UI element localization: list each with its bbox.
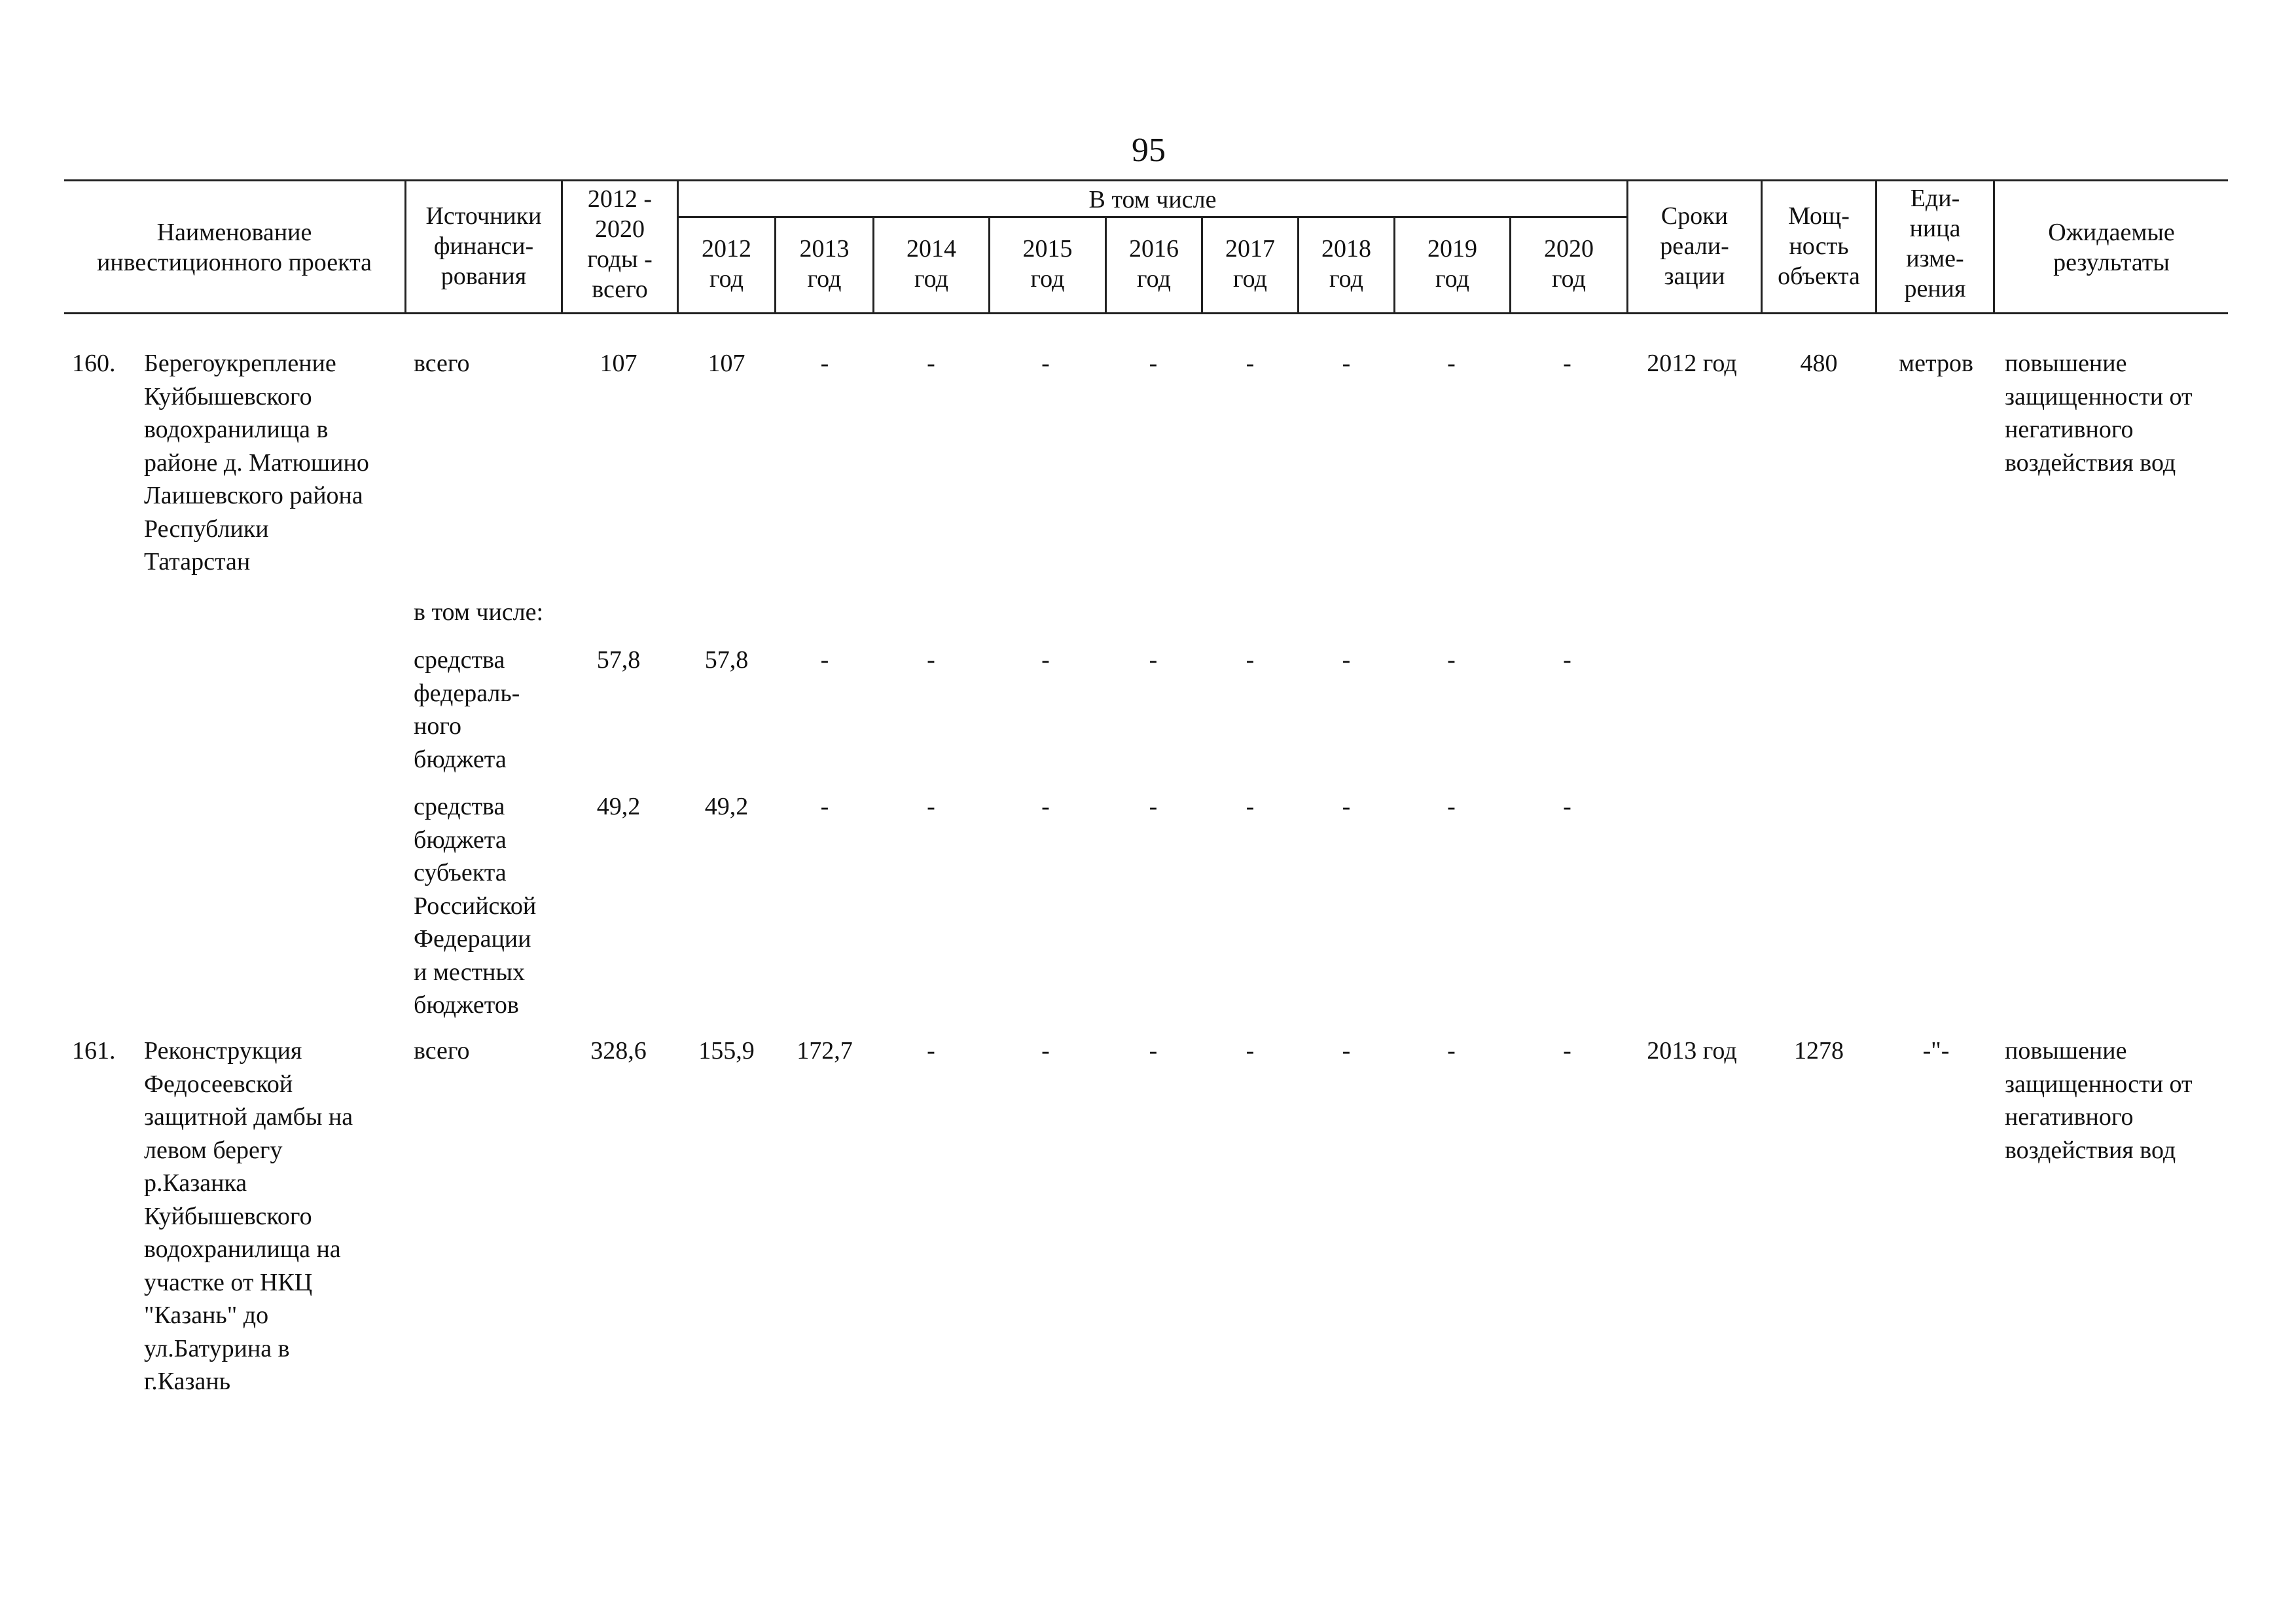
header-year-2020: 2020 год (1544, 235, 1594, 293)
year-2017-value: - (1246, 1037, 1255, 1065)
deadline-value: 2012 год (1647, 350, 1737, 377)
header-bottom-rule (64, 312, 2228, 314)
unit-value: -"- (1922, 1037, 1950, 1065)
year-2019-value: - (1447, 646, 1456, 674)
year-2017-value: - (1246, 646, 1255, 674)
year-2014-value: - (927, 350, 935, 377)
expected-results: повышение защищенности от негативного воздействия вод (2005, 1037, 2193, 1164)
year-2014-value: - (927, 1037, 935, 1065)
year-2016-value: - (1149, 1037, 1158, 1065)
year-2018-value: - (1342, 793, 1351, 820)
header-unit: Еди- ница изме- рения (1904, 185, 1966, 302)
year-2015-value: - (1041, 646, 1050, 674)
header-year-2016: 2016 год (1129, 235, 1179, 293)
year-2015-value: - (1041, 1037, 1050, 1065)
funding-source: всего (414, 350, 470, 377)
header-year-2014: 2014 год (906, 235, 956, 293)
year-2020-value: - (1563, 646, 1571, 674)
total-value: 328,6 (590, 1037, 647, 1065)
header-year-2015: 2015 год (1022, 235, 1073, 293)
header-name: Наименование инвестиционного проекта (96, 219, 372, 276)
year-2018-value: - (1342, 350, 1351, 377)
year-2012-value: 155,9 (698, 1037, 755, 1065)
unit-value: метров (1899, 350, 1973, 377)
year-2016-value: - (1149, 646, 1158, 674)
header-sources: Источники финанси- рования (425, 202, 542, 290)
total-value: 49,2 (596, 793, 641, 820)
funding-source: в том числе: (414, 598, 544, 626)
year-2015-value: - (1041, 793, 1050, 820)
header-total: 2012 - 2020 годы - всего (587, 185, 653, 303)
year-2015-value: - (1041, 350, 1050, 377)
year-2013-value: 172,7 (797, 1037, 853, 1065)
header-year-2018: 2018 год (1321, 235, 1371, 293)
row-number: 161. (72, 1037, 116, 1065)
header-deadline: Сроки реали- зации (1660, 202, 1729, 290)
expected-results: повышение защищенности от негативного воздействия вод (2005, 350, 2193, 477)
project-name: Берегоукрепление Куйбышевского водохранилища в районе д. Матюшино Лаишевского района Республики Татарстан (144, 350, 369, 575)
year-2016-value: - (1149, 350, 1158, 377)
year-2020-value: - (1563, 793, 1571, 820)
year-2012-value: 49,2 (704, 793, 749, 820)
total-value: 57,8 (596, 646, 641, 674)
year-2019-value: - (1447, 350, 1456, 377)
header-year-2013: 2013 год (799, 235, 850, 293)
year-2013-value: - (820, 350, 829, 377)
header-year-2012: 2012 год (702, 235, 751, 293)
year-2019-value: - (1447, 793, 1456, 820)
year-2020-value: - (1563, 1037, 1571, 1065)
header-including: В том числе (1088, 186, 1217, 213)
year-2013-value: - (820, 646, 829, 674)
header-capacity: Мощ- ность объекта (1778, 202, 1860, 290)
deadline-value: 2013 год (1647, 1037, 1737, 1065)
funding-source: средства бюджета субъекта Российской Федерации и местных бюджетов (414, 793, 537, 1019)
row-number: 160. (72, 350, 116, 377)
funding-source: средства федераль- ного бюджета (414, 646, 520, 773)
year-2019-value: - (1447, 1037, 1456, 1065)
project-name: Реконструкция Федосеевской защитной дамбы на левом берегу р.Казанка Куйбышевского водохранилища на участке от НКЦ "Казань" до ул.Батурина в г.Казань (144, 1037, 353, 1395)
year-2018-value: - (1342, 646, 1351, 674)
year-2012-value: 107 (708, 350, 745, 377)
funding-source: всего (414, 1037, 470, 1065)
page-number: 95 (1132, 132, 1166, 169)
year-2017-value: - (1246, 350, 1255, 377)
year-2012-value: 57,8 (704, 646, 749, 674)
year-2020-value: - (1563, 350, 1571, 377)
header-year-2019: 2019 год (1427, 235, 1477, 293)
year-2014-value: - (927, 793, 935, 820)
capacity-value: 480 (1800, 350, 1838, 377)
year-2013-value: - (820, 793, 829, 820)
year-2014-value: - (927, 646, 935, 674)
year-2017-value: - (1246, 793, 1255, 820)
capacity-value: 1278 (1794, 1037, 1844, 1065)
header-year-2017: 2017 год (1225, 235, 1275, 293)
including-rule (678, 216, 1627, 218)
header-results: Ожидаемые результаты (2048, 219, 2175, 276)
table-top-rule (64, 179, 2228, 181)
year-2018-value: - (1342, 1037, 1351, 1065)
total-value: 107 (600, 350, 637, 377)
year-2016-value: - (1149, 793, 1158, 820)
